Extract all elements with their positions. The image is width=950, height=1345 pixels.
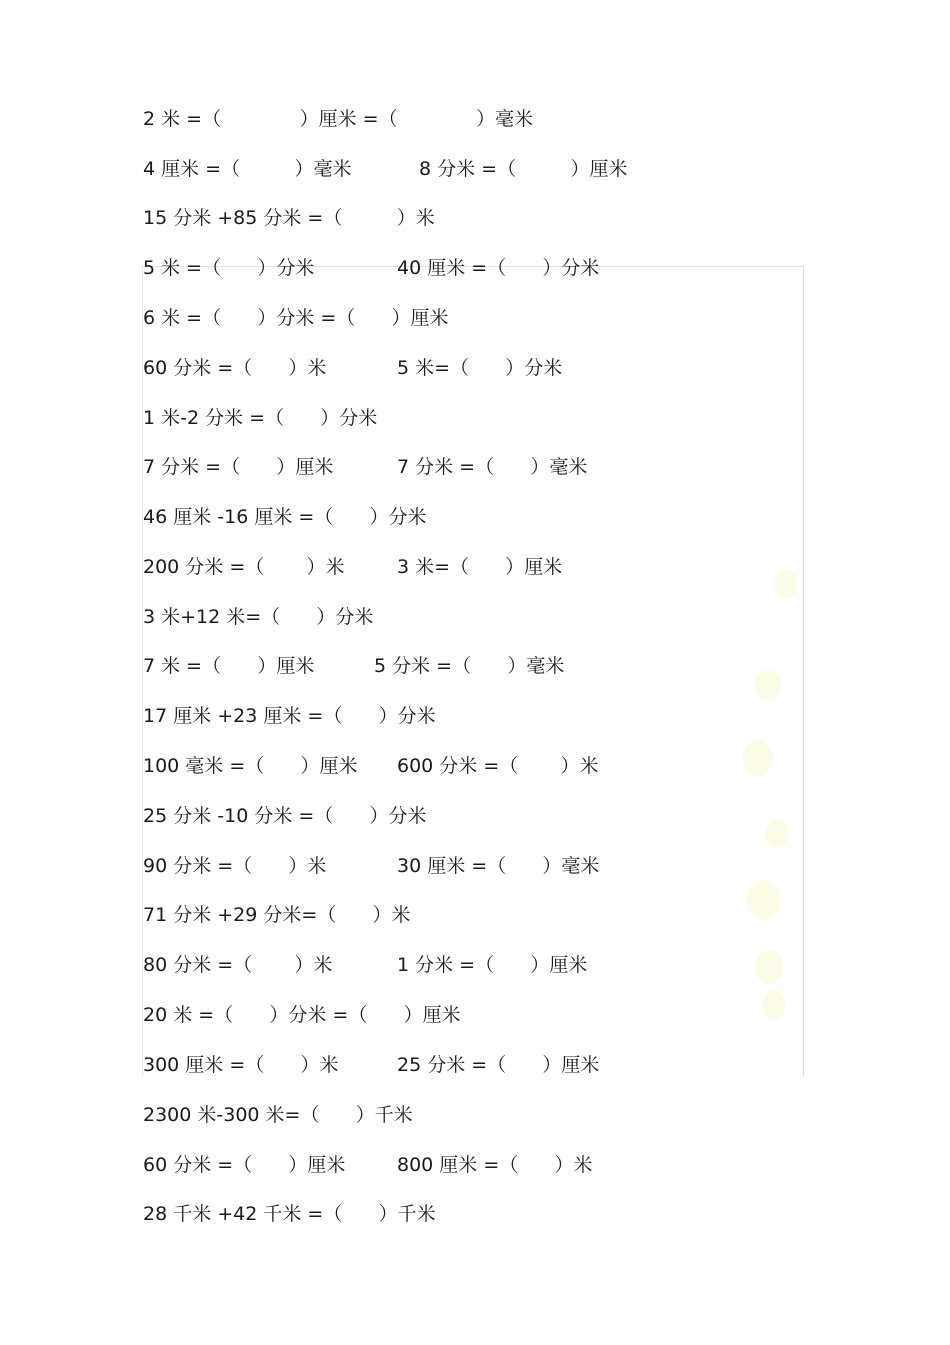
exercise-left: 300 厘米 =（ ）米	[143, 1054, 339, 1076]
exercise-left: 71 分米 +29 分米=（ ）米	[143, 904, 411, 926]
exercise-left: 200 分米 =（ ）米	[143, 556, 345, 578]
exercise-left: 2300 米-300 米=（ ）千米	[143, 1104, 413, 1126]
exercise-left: 60 分米 =（ ）米	[143, 357, 327, 379]
exercise-right: 3 米=（ ）厘米	[397, 556, 563, 578]
exercise-left: 80 分米 =（ ）米	[143, 954, 333, 976]
exercise-left: 2 米 =（ ）厘米 =（ ）毫米	[143, 108, 534, 130]
exercise-left: 28 千米 +42 千米 =（ ）千米	[143, 1203, 436, 1225]
exercise-right: 7 分米 =（ ）毫米	[397, 456, 588, 478]
exercise-left: 20 米 =（ ）分米 =（ ）厘米	[143, 1004, 461, 1026]
exercise-right: 30 厘米 =（ ）毫米	[397, 855, 600, 877]
exercise-right: 8 分米 =（ ）厘米	[419, 158, 628, 180]
exercise-left: 7 米 =（ ）厘米	[143, 655, 315, 677]
exercise-left: 100 毫米 =（ ）厘米	[143, 755, 358, 777]
exercise-left: 46 厘米 -16 厘米 =（ ）分米	[143, 506, 427, 528]
exercise-left: 5 米 =（ ）分米	[143, 257, 315, 279]
exercise-right: 600 分米 =（ ）米	[397, 755, 599, 777]
exercise-left: 4 厘米 =（ ）毫米	[143, 158, 352, 180]
exercise-left: 6 米 =（ ）分米 =（ ）厘米	[143, 307, 449, 329]
exercise-right: 1 分米 =（ ）厘米	[397, 954, 588, 976]
exercise-left: 1 米-2 分米 =（ ）分米	[143, 407, 378, 429]
exercise-left: 3 米+12 米=（ ）分米	[143, 606, 374, 628]
watermark-decoration	[735, 570, 805, 1060]
exercise-right: 5 米=（ ）分米	[397, 357, 563, 379]
exercise-right: 40 厘米 =（ ）分米	[397, 257, 600, 279]
exercise-left: 15 分米 +85 分米 =（ ）米	[143, 207, 435, 229]
exercise-left: 7 分米 =（ ）厘米	[143, 456, 334, 478]
exercise-left: 25 分米 -10 分米 =（ ）分米	[143, 805, 427, 827]
exercise-right: 5 分米 =（ ）毫米	[374, 655, 565, 677]
exercise-left: 60 分米 =（ ）厘米	[143, 1154, 346, 1176]
exercise-right: 25 分米 =（ ）厘米	[397, 1054, 600, 1076]
exercise-left: 17 厘米 +23 厘米 =（ ）分米	[143, 705, 436, 727]
exercise-left: 90 分米 =（ ）米	[143, 855, 327, 877]
exercise-right: 800 厘米 =（ ）米	[397, 1154, 593, 1176]
